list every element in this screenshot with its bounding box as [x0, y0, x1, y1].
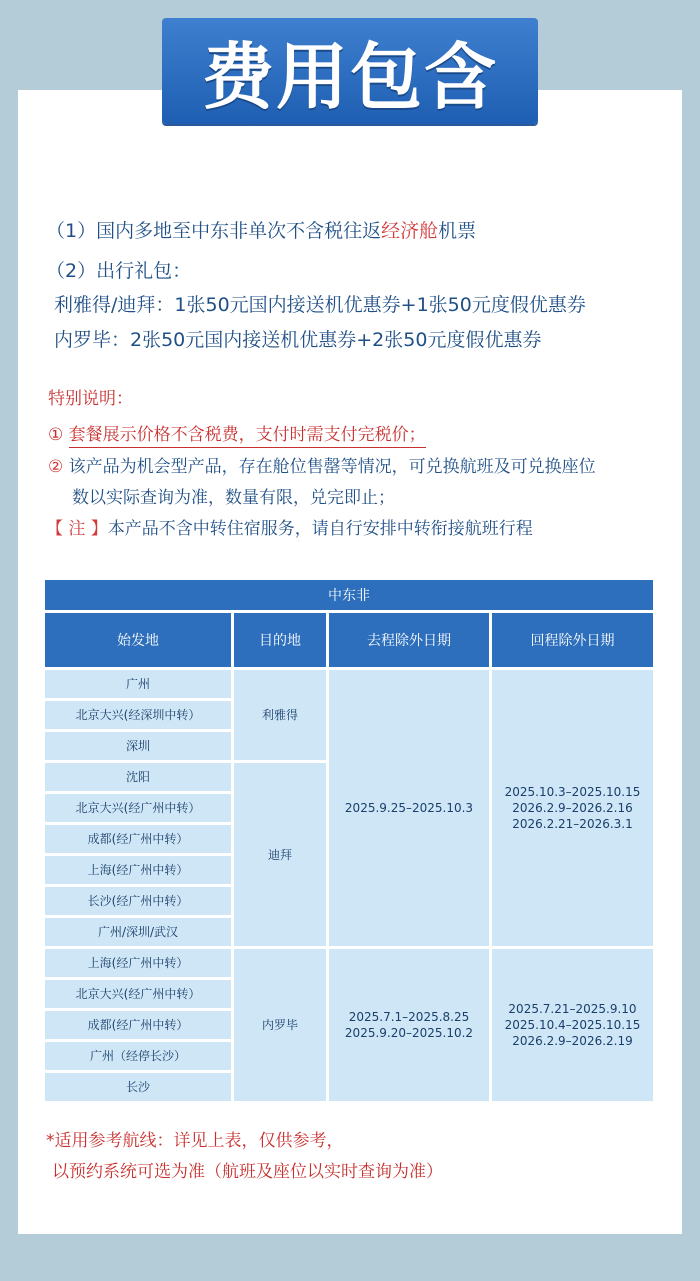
- origin-cell: 沈阳: [45, 763, 231, 791]
- footer-line-2: 以预约系统可选为准（航班及座位以实时查询为准）: [52, 1162, 443, 1182]
- origin-cell: 广州: [45, 670, 231, 698]
- notes-heading: 特别说明：: [48, 389, 133, 409]
- origin-cell: 广州（经停长沙）: [45, 1042, 231, 1070]
- origin-cell: 长沙: [45, 1073, 231, 1101]
- intro-line-4: 内罗毕：2张50元国内接送机优惠券+2张50元度假优惠券: [54, 329, 542, 351]
- origin-cell: 成都(经广州中转）: [45, 1011, 231, 1039]
- origin-cell: 成都(经广州中转）: [45, 825, 231, 853]
- header-return: 回程除外日期: [492, 613, 653, 667]
- note-2-cont: 数以实际查询为准，数量有限，兑完即止；: [72, 488, 395, 508]
- header-destination: 目的地: [234, 613, 326, 667]
- outbound-dates-group-1: 2025.9.25–2025.10.3: [329, 670, 489, 946]
- page-title-banner: [162, 18, 538, 124]
- header-origin: 始发地: [45, 613, 231, 667]
- header-outbound: 去程除外日期: [329, 613, 489, 667]
- origin-cell: 上海(经广州中转）: [45, 949, 231, 977]
- origin-cell: 上海(经广州中转）: [45, 856, 231, 884]
- note-1: ① 套餐展示价格不含税费，支付时需支付完税价；: [48, 420, 426, 445]
- intro-line-1: （1）国内多地至中东非单次不含税往返经济舱机票: [46, 220, 477, 242]
- return-dates-group-1: 2025.10.3–2025.10.15 2026.2.9–2026.2.16 2026.2.21–2026.3.1: [492, 670, 653, 946]
- table-title: 中东非: [45, 580, 653, 610]
- origin-cell: 深圳: [45, 732, 231, 760]
- origin-cell: 广州/深圳/武汉: [45, 918, 231, 946]
- origin-cell: 北京大兴(经深圳中转）: [45, 701, 231, 729]
- outbound-dates-group-2: 2025.7.1–2025.8.25 2025.9.20–2025.10.2: [329, 949, 489, 1101]
- destination-nairobi: 内罗毕: [234, 949, 326, 1101]
- intro-line-2: （2）出行礼包：: [46, 260, 192, 282]
- origin-cell: 北京大兴(经广州中转）: [45, 794, 231, 822]
- note-2: ② 该产品为机会型产品，存在舱位售罄等情况，可兑换航班及可兑换座位: [48, 457, 596, 477]
- highlight-economy: 经济舱: [381, 220, 439, 242]
- destination-dubai: 迪拜: [234, 763, 326, 946]
- origin-cell: 北京大兴(经广州中转）: [45, 980, 231, 1008]
- note-3: 【 注 】本产品不含中转住宿服务，请自行安排中转衔接航班行程: [46, 519, 533, 539]
- return-dates-group-2: 2025.7.21–2025.9.10 2025.10.4–2025.10.15 2026.2.9–2026.2.19: [492, 949, 653, 1101]
- page-title: 费用包含: [201, 35, 498, 119]
- destination-riyadh: 利雅得: [234, 670, 326, 760]
- footer-line-1: *适用参考航线：详见上表，仅供参考，: [46, 1131, 344, 1151]
- intro-line-3: 利雅得/迪拜：1张50元国内接送机优惠券+1张50元度假优惠券: [54, 294, 586, 316]
- origin-cell: 长沙(经广州中转）: [45, 887, 231, 915]
